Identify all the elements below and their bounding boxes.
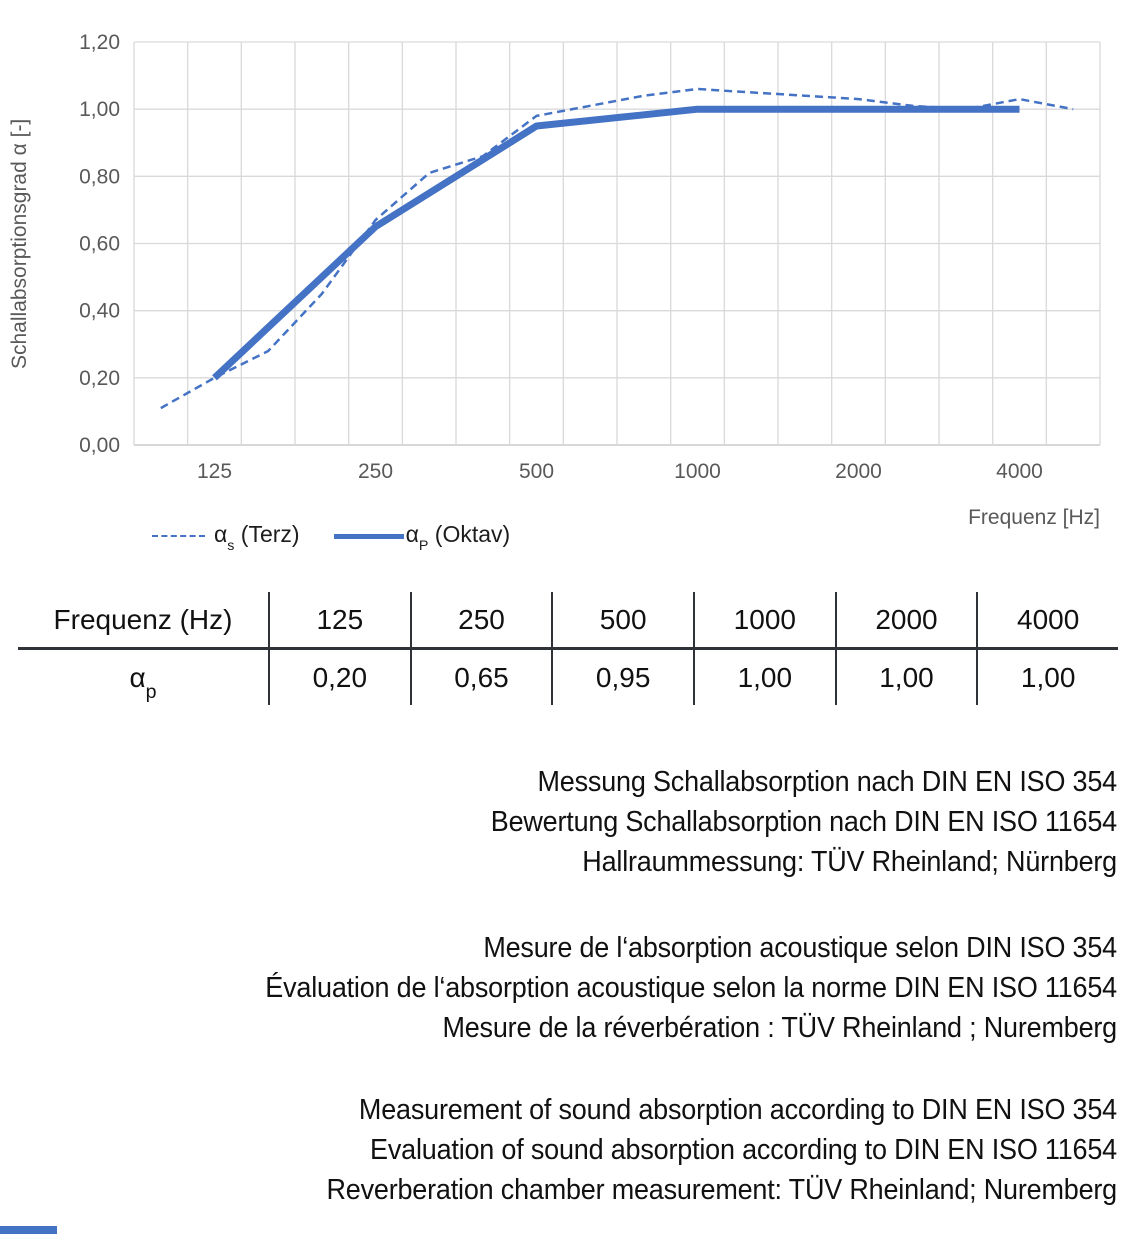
table-frequency-value: 125 <box>268 592 410 647</box>
table-alpha-value: 1,00 <box>693 647 835 705</box>
solid-line-sample <box>334 534 404 539</box>
note-line: Mesure de la réverbération : TÜV Rheinland ; Nuremberg <box>442 1012 1117 1044</box>
y-tick-label: 0,40 <box>79 299 120 323</box>
legend-entry-alpha-s <box>152 521 300 552</box>
table-alpha-value: 1,00 <box>976 647 1118 705</box>
legend-label-alpha-p: $\alpha_P$ (Oktav) <box>405 521 511 554</box>
x-tick-label: 2000 <box>835 460 882 483</box>
table-frequency-value: 250 <box>410 592 552 647</box>
chart-legend <box>152 521 510 552</box>
y-tick-label: 1,00 <box>79 98 120 122</box>
y-axis-title: Schallabsorptionsgrad α [-] <box>8 118 31 369</box>
alpha-p-table <box>18 592 1118 705</box>
table-alpha-value: 1,00 <box>835 647 977 705</box>
table-alpha-value: 0,95 <box>551 647 693 705</box>
y-tick-label: 1,20 <box>79 31 120 54</box>
note-line: Hallraummessung: TÜV Rheinland; Nürnberg <box>582 846 1117 878</box>
y-tick-label: 0,80 <box>79 165 120 189</box>
table-frequency-value: 4000 <box>976 592 1118 647</box>
legend-label-alpha-s: $\alpha_s$ (Terz) <box>214 521 300 554</box>
note-line: Évaluation de l‘absorption acoustique selon la norme DIN EN ISO 11654 <box>265 972 1117 1004</box>
y-tick-label: 0,00 <box>79 434 120 457</box>
x-tick-label: 4000 <box>996 460 1043 483</box>
note-line: Mesure de l‘absorption acoustique selon DIN ISO 354 <box>483 932 1118 964</box>
note-line: Messung Schallabsorption nach DIN EN ISO 354 <box>537 766 1117 798</box>
legend-entry-alpha-p <box>334 521 511 552</box>
table-alpha-value: 0,20 <box>268 647 410 705</box>
table-alpha-value: 0,65 <box>410 647 552 705</box>
note-line: Evaluation of sound absorption according to DIN EN ISO 11654 <box>370 1134 1117 1166</box>
sound-absorption-chart <box>0 0 1135 560</box>
note-line: Measurement of sound absorption according to DIN EN ISO 354 <box>358 1094 1117 1126</box>
x-tick-label: 500 <box>518 460 555 483</box>
x-tick-label: 250 <box>357 460 394 483</box>
note-french <box>78 928 1117 1048</box>
x-axis-title: Frequenz [Hz] <box>968 506 1100 529</box>
table-frequency-value: 2000 <box>835 592 977 647</box>
x-tick-label: 1000 <box>674 460 721 483</box>
x-tick-label: 125 <box>196 460 233 483</box>
absorption-plot <box>0 0 1135 500</box>
table-header-frequency: Frequenz (Hz) <box>53 604 233 635</box>
note-english <box>78 1090 1117 1210</box>
note-german <box>78 762 1117 882</box>
y-tick-label: 0,60 <box>79 232 120 256</box>
table-frequency-value: 1000 <box>693 592 835 647</box>
y-tick-label: 0,20 <box>79 366 120 390</box>
footer-accent-bar <box>0 1226 57 1234</box>
dashed-line-sample <box>152 535 205 537</box>
note-line: Reverberation chamber measurement: TÜV Rheinland; Nuremberg <box>326 1174 1117 1206</box>
note-line: Bewertung Schallabsorption nach DIN EN ISO 11654 <box>490 806 1117 838</box>
table-frequency-value: 500 <box>551 592 693 647</box>
table-row-label-alpha-p: $\alpha_p$ <box>18 647 268 705</box>
